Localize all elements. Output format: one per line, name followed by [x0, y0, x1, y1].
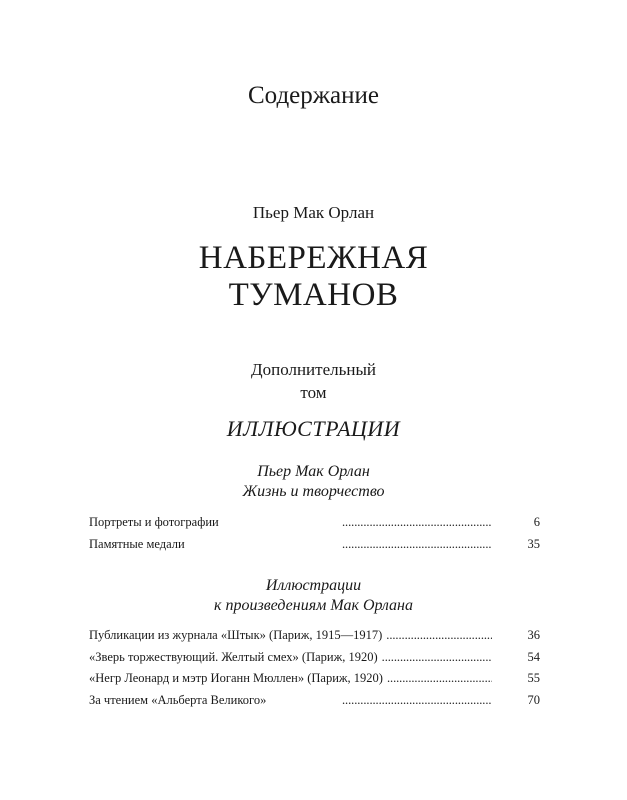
toc-entry[interactable] [89, 693, 540, 715]
toc-list [89, 515, 540, 558]
supplement-line: Дополнительный [251, 360, 376, 379]
section-heading [0, 576, 627, 616]
illustrations-heading: ИЛЛЮСТРАЦИИ [226, 416, 401, 441]
toc-entry-label: За чтением «Альберта Великого» [89, 692, 267, 707]
book-title-line: НАБЕРЕЖНАЯ [198, 240, 429, 276]
section-heading-line: к произведениям Мак Орлана [214, 597, 413, 614]
section-heading-line: Жизнь и творчество [242, 483, 385, 500]
toc-list [89, 628, 540, 714]
author-name: Пьер Мак Орлан [252, 203, 375, 222]
toc-entry-page: 70 [527, 692, 540, 707]
page-title: Содержание [248, 82, 379, 109]
toc-entry-page: 55 [527, 671, 540, 685]
toc-entry[interactable] [89, 671, 540, 693]
toc-entry-page: 36 [527, 628, 540, 642]
toc-entry-page: 35 [527, 536, 540, 551]
dot-leader [342, 537, 492, 552]
dot-leader [387, 671, 492, 686]
section-heading [0, 462, 627, 502]
section-heading-line: Иллюстрации [265, 577, 362, 594]
toc-entry-label: Публикации из журнала «Штык» (Париж, 1915—1917) [89, 628, 383, 642]
supplement-label [0, 358, 627, 404]
dot-leader [342, 693, 492, 708]
book-title-line: ТУМАНОВ [228, 277, 399, 313]
dot-leader [382, 650, 492, 665]
toc-entry-page: 54 [527, 649, 540, 664]
toc-entry-label: «Негр Леонард и мэтр Иоганн Мюллен» (Париж, 1920) [89, 671, 383, 685]
dot-leader [386, 628, 492, 643]
book-title [0, 240, 627, 314]
toc-entry-label: Портреты и фотографии [89, 515, 219, 529]
dot-leader [342, 515, 492, 530]
section-heading-line: Пьер Мак Орлан [257, 463, 370, 480]
toc-entry[interactable] [89, 537, 540, 559]
toc-entry[interactable] [89, 515, 540, 537]
toc-entry-page: 6 [533, 515, 540, 529]
supplement-line: том [300, 383, 327, 402]
toc-entry-label: «Зверь торжествующий. Желтый смех» (Париж, 1920) [89, 649, 378, 664]
toc-entry[interactable] [89, 628, 540, 650]
toc-entry-label: Памятные медали [89, 536, 185, 551]
toc-entry[interactable] [89, 650, 540, 672]
